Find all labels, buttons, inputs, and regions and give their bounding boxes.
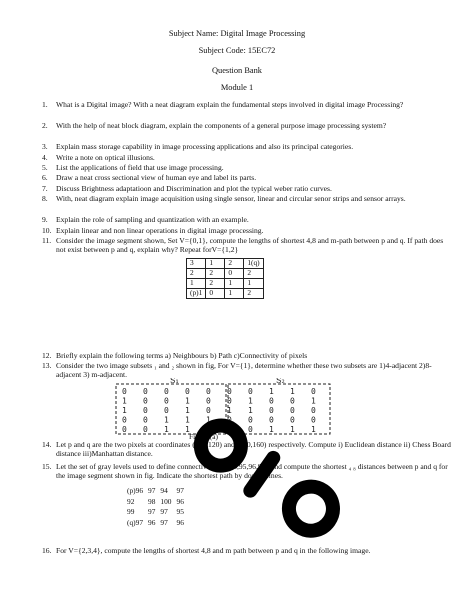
figure-digit: 0: [143, 406, 148, 415]
table-cell: 2: [225, 259, 244, 269]
table-cell: 99: [127, 507, 135, 517]
figure-digit: 0: [164, 396, 169, 406]
figure-digit: 1: [185, 415, 190, 425]
question-text: What is a Digital image? With a neat diagram explain the fundamental steps involved in digital image Processing?: [56, 100, 404, 109]
table-cell: 1: [244, 279, 263, 289]
table-cell: 1(q): [244, 259, 263, 269]
table-row: [187, 279, 264, 289]
question-number: 10.: [42, 226, 52, 235]
figure-digit: 0: [227, 415, 232, 425]
table-cell: 2: [206, 269, 225, 279]
table-cell: 97: [148, 486, 156, 495]
figure-digit: 1: [227, 406, 232, 415]
figure-digit: 0: [227, 387, 232, 396]
figure-digit: 0: [269, 406, 274, 415]
table-cell: 96: [176, 496, 184, 506]
figure-digit: 0: [248, 425, 253, 434]
table-cell: 100: [160, 496, 172, 506]
question-number: 1.: [42, 100, 48, 109]
table-cell: 2: [244, 289, 263, 299]
figure-digit: 1: [185, 425, 190, 434]
question-number: 14.: [42, 440, 52, 449]
module-title: Module 1: [220, 83, 254, 92]
figure-digit: 0: [269, 415, 274, 425]
question-1: [42, 100, 452, 119]
figure-digit: 1: [248, 396, 253, 406]
figure-digit: 0: [227, 396, 232, 406]
question-2: [42, 121, 452, 140]
figure-digit: 0: [206, 406, 211, 415]
table-cell: 95: [176, 507, 184, 517]
table-cell: 1: [225, 279, 244, 289]
table-cell: (p)1: [187, 289, 206, 299]
figure-digit: 0: [164, 387, 169, 396]
figure-digit: 0: [206, 396, 211, 406]
question-bank-title: Question Bank: [211, 66, 262, 75]
table-cell: 0: [206, 289, 225, 299]
figure-digit: 0: [227, 425, 232, 434]
figure-digit: 1: [311, 425, 316, 434]
watermark-logo: [150, 380, 390, 580]
figure-digit: 1: [290, 387, 295, 396]
table-cell: 94: [160, 486, 168, 495]
figure-digit: 1: [185, 406, 190, 415]
figure-digit: 0: [185, 387, 190, 396]
figure-digit: 1: [248, 406, 253, 415]
question-text: Draw a neat cross sectional view of human eye and label its parts.: [56, 173, 257, 182]
question-number: 13.: [42, 361, 52, 370]
question-text: Discuss Brightness adaptatioon and Discrimination and plot the typical weber ratio curves.: [56, 184, 332, 193]
question-number: 3.: [42, 142, 48, 151]
figure-digit: 0: [143, 415, 148, 425]
table-cell: 92: [127, 496, 135, 506]
figure-digit: 0: [311, 415, 316, 425]
question-text: Consider the image segment shown, Set V={0,1}, compute the lengths of shortest 4,8 and m-path between p and q. If path does not exist between p and q, explain why? Repeat forV={1,2}: [56, 236, 444, 255]
figure-digit: 0: [290, 396, 295, 406]
table-cell: 1: [225, 289, 244, 299]
figure-digit: 1: [164, 415, 169, 425]
table-cell: 2: [187, 269, 206, 279]
table-cell: 2: [244, 269, 263, 279]
table-cell: 98: [148, 496, 156, 506]
table-cell: 0: [225, 269, 244, 279]
figure-digit: 0: [206, 387, 211, 396]
table-cell: 1: [206, 259, 225, 269]
question-text: Explain mass storage capability in image processing applications and also its principal categories.: [56, 142, 354, 151]
figure-digit: 1: [122, 406, 127, 415]
table-cell: 96: [148, 517, 156, 527]
question-text: Write a note on optical illusions.: [56, 153, 155, 162]
question-number: 16.: [42, 546, 52, 555]
question-number: 12.: [42, 351, 52, 360]
table-cell: 97: [160, 517, 168, 527]
table-cell: 97: [148, 507, 156, 517]
figure-digit: 1: [269, 387, 274, 396]
question-number: 8.: [42, 194, 48, 203]
figure-digit: 0: [248, 415, 253, 425]
label-s1: S₁: [170, 378, 179, 385]
question-text: Let the set of gray levels used to define connectivity be {94,95,96,97} and compute the shortest ₄ ₈ distances between p and q for the image segment shown in fig. Indicate the shortest path by double lines.: [56, 462, 448, 481]
figure-digit: 0: [248, 387, 253, 396]
table-row: [187, 289, 264, 299]
question-number: 15.: [42, 462, 52, 471]
figure-digit: 1: [311, 396, 316, 406]
subject-name: Subject Name: Digital Image Processing: [168, 29, 306, 38]
figure-caption: Fig.Q2(a): [189, 432, 218, 441]
table-cell: (p)96: [127, 486, 144, 495]
question-text: For V={2,3,4}, compute the lengths of shortest 4,8 and m path between p and q in the following image.: [56, 546, 371, 555]
table-row: [187, 269, 264, 279]
figure-digit: 1: [164, 425, 169, 434]
figure-digit: 0: [122, 425, 127, 434]
question-number: 4.: [42, 153, 48, 162]
figure-digit: 0: [122, 387, 127, 396]
question-number: 11.: [42, 236, 52, 245]
table-cell: 97: [160, 507, 168, 517]
figure-digit: 1: [206, 425, 211, 434]
figure-digit: 0: [164, 406, 169, 415]
question-number: 2.: [42, 121, 48, 130]
table-cell: 2: [206, 279, 225, 289]
question-number: 6.: [42, 173, 48, 182]
figure-digit: 1: [206, 415, 211, 425]
figure-digit: 0: [269, 396, 274, 406]
subject-code: Subject Code: 15EC72: [198, 46, 276, 55]
figure-digit: 1: [122, 396, 127, 406]
question-text: Let p and q are the two pixels at coordinates (100,120) and (130,160) respectively. Compute i) Euclidean distance ii) Chess Board distance iii)Manhattan distance.: [56, 440, 451, 459]
figure-digit: 0: [290, 406, 295, 415]
question-number: 5.: [42, 163, 48, 172]
figure-digit: 1: [269, 425, 274, 434]
figure-digit: 0: [311, 387, 316, 396]
question-number: 9.: [42, 215, 48, 224]
table-cell: (q)97: [127, 517, 144, 527]
table-cell: 3: [187, 259, 206, 269]
figure-digit: 0: [311, 406, 316, 415]
figure-digit: 1: [185, 396, 190, 406]
question-text: Briefly explain the following terms a) Neighbours b) Path c)Connectivity of pixels: [56, 351, 308, 360]
image-segment-table-q11: [186, 258, 264, 299]
question-text: Explain the role of sampling and quantization with an example.: [56, 215, 249, 224]
question-text: Consider the two image subsets ₁ and ₂ shown in fig, For V={1}, determine whether these two subsets are 1)4-adjacent 2)8-adjacent 3) m-adjacent.: [56, 361, 432, 380]
question-text: With the help of neat block diagram, explain the components of a general purpose image processing system?: [56, 121, 387, 130]
figure-digit: 0: [290, 415, 295, 425]
figure-digit: 0: [143, 396, 148, 406]
question-text: List the applications of field that use image processing.: [56, 163, 224, 172]
label-s2: S₂: [276, 378, 285, 385]
question-text: Explain linear and non linear operations in digital image processing.: [56, 226, 264, 235]
question-text: With, neat diagram explain image acquisition using single sensor, linear and circular senor strips and sensor arrays.: [56, 194, 406, 203]
figure-digit: 0: [143, 387, 148, 396]
figure-digit: 1: [290, 425, 295, 434]
table-cell: 1: [187, 279, 206, 289]
table-row: [187, 259, 264, 269]
question-number: 7.: [42, 184, 48, 193]
table-cell: 96: [176, 517, 184, 527]
figure-digit: 0: [122, 415, 127, 425]
table-cell: 97: [176, 486, 184, 495]
figure-digit: 0: [143, 425, 148, 434]
